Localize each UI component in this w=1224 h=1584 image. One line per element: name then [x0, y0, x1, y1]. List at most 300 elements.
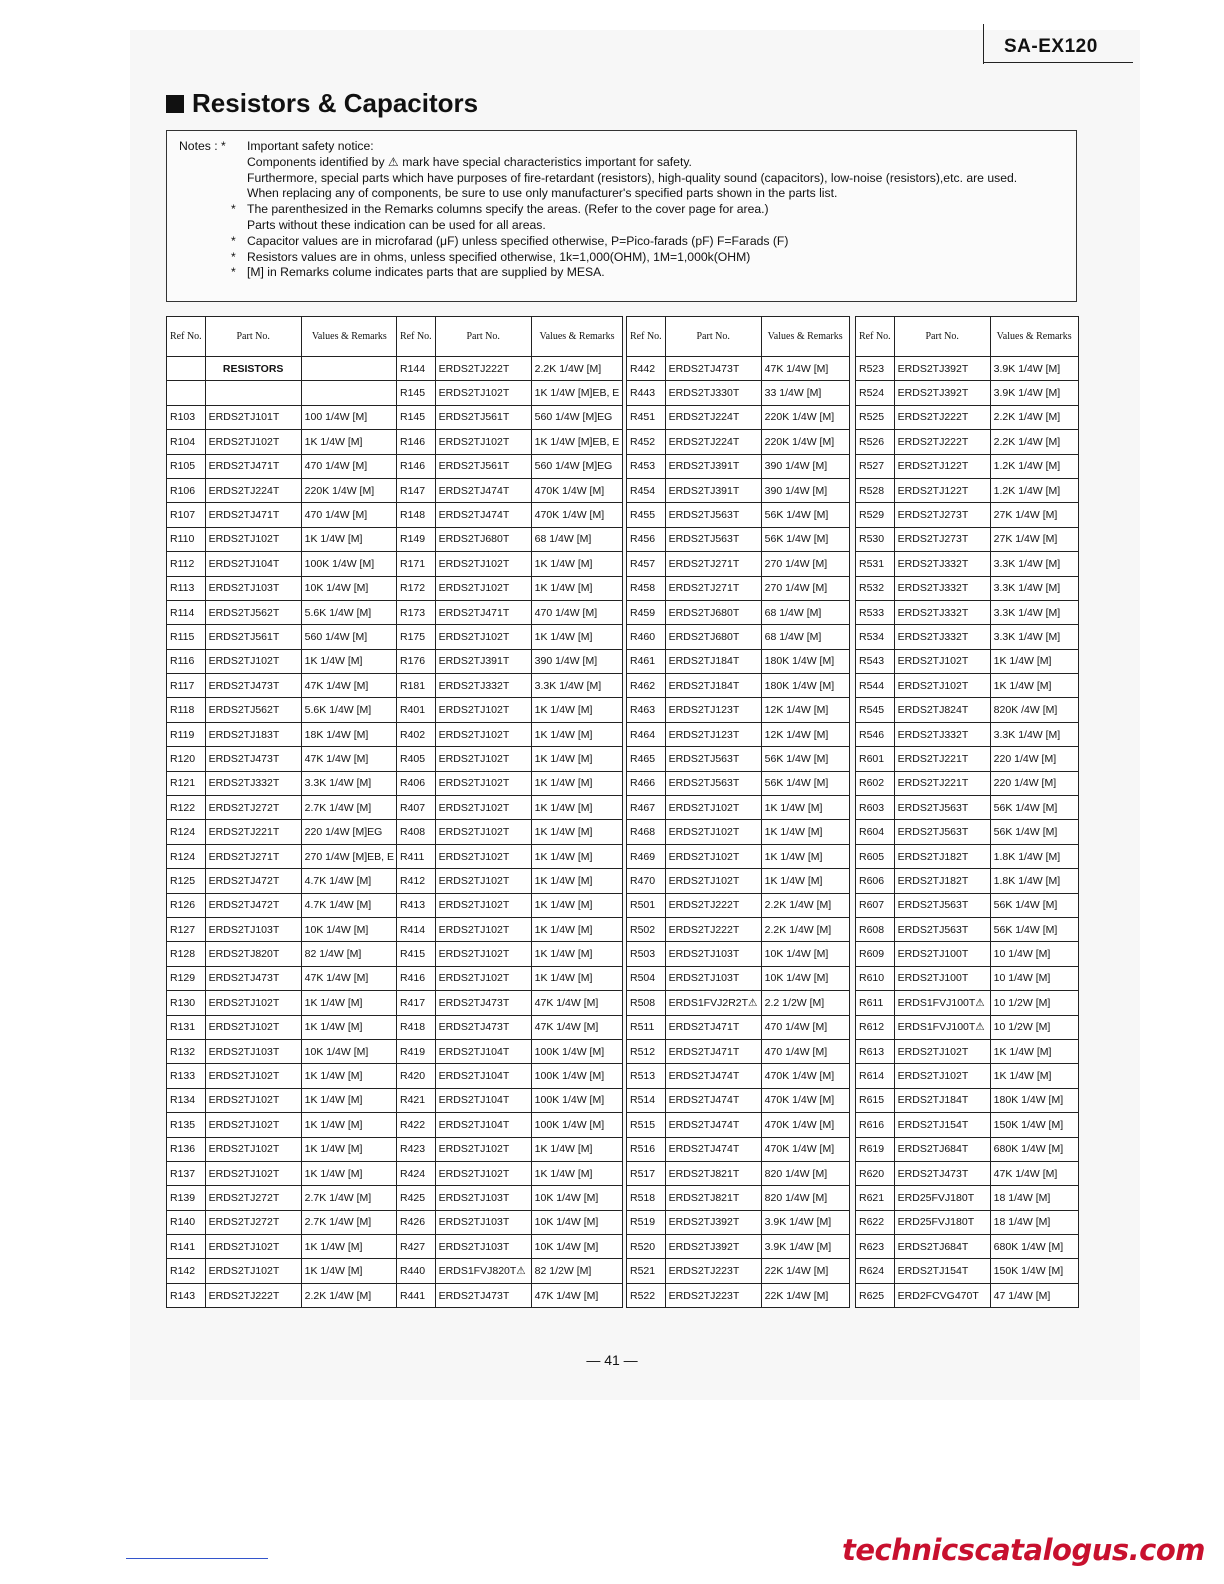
part-no-cell: ERDS2TJ471T: [205, 503, 301, 527]
ref-no-cell: R514: [627, 1088, 666, 1112]
part-no-cell: ERDS2TJ473T: [894, 1161, 990, 1185]
part-no-cell: ERDS2TJ103T: [205, 1039, 301, 1063]
part-no-cell: ERDS2TJ392T: [665, 1235, 761, 1259]
value-cell: 680K 1/4W [M]: [990, 1137, 1078, 1161]
ref-no-cell: R454: [627, 478, 666, 502]
part-no-cell: ERDS2TJ473T: [205, 966, 301, 990]
value-cell: 18 1/4W [M]: [990, 1210, 1078, 1234]
ref-no-cell: R147: [397, 478, 436, 502]
ref-no-cell: R457: [627, 552, 666, 576]
value-cell: 470K 1/4W [M]: [761, 1137, 849, 1161]
table-row: [397, 527, 623, 551]
value-cell: 1.8K 1/4W [M]: [990, 844, 1078, 868]
part-no-cell: ERDS2TJ680T: [435, 527, 531, 551]
header-ref: Ref No.: [627, 317, 666, 357]
note-asterisk: *: [231, 249, 236, 264]
note-text: Capacitor values are in microfarad (μF) unless specified otherwise, P=Pico-farads (pF) F=Farads (F): [247, 233, 789, 248]
part-no-cell: ERDS2TJ273T: [894, 527, 990, 551]
value-cell: 1K 1/4W [M]EB, E: [531, 430, 623, 454]
ref-no-cell: R440: [397, 1259, 436, 1283]
table-row: [627, 600, 850, 624]
part-no-cell: ERDS2TJ102T: [435, 576, 531, 600]
ref-no-cell: [167, 357, 206, 381]
part-no-cell: ERDS2TJ272T: [205, 1210, 301, 1234]
table-row: [627, 771, 850, 795]
part-no-cell: ERDS2TJ102T: [205, 1161, 301, 1185]
value-cell: 1K 1/4W [M]: [531, 722, 623, 746]
value-cell: 1K 1/4W [M]: [531, 796, 623, 820]
table-row: [856, 1015, 1079, 1039]
value-cell: 150K 1/4W [M]: [990, 1259, 1078, 1283]
ref-no-cell: R602: [856, 771, 895, 795]
value-cell: 1K 1/4W [M]: [761, 796, 849, 820]
table-row: [627, 405, 850, 429]
part-no-cell: ERDS2TJ471T: [665, 1039, 761, 1063]
ref-no-cell: R529: [856, 503, 895, 527]
value-cell: 1K 1/4W [M]: [990, 1064, 1078, 1088]
ref-no-cell: R517: [627, 1161, 666, 1185]
value-cell: 2.2K 1/4W [M]: [761, 917, 849, 941]
part-no-cell: ERDS2TJ473T: [205, 674, 301, 698]
part-no-cell: ERDS2TJ184T: [665, 649, 761, 673]
ref-no-cell: R112: [167, 552, 206, 576]
part-no-cell: ERDS2TJ103T: [665, 966, 761, 990]
table-row: [856, 503, 1079, 527]
table-row: [167, 649, 398, 673]
part-no-cell: ERDS2TJ102T: [435, 917, 531, 941]
part-no-cell: ERDS2TJ221T: [205, 820, 301, 844]
part-no-cell: ERDS2TJ471T: [435, 600, 531, 624]
part-no-cell: [205, 381, 301, 405]
value-cell: 220K 1/4W [M]: [761, 405, 849, 429]
part-no-cell: ERDS1FVJ820T⚠: [435, 1259, 531, 1283]
table-row: [397, 991, 623, 1015]
table-row: [856, 844, 1079, 868]
part-no-cell: ERDS2TJ102T: [205, 1015, 301, 1039]
value-cell: 560 1/4W [M]EG: [531, 405, 623, 429]
part-no-cell: ERDS2TJ102T: [435, 552, 531, 576]
table-row: [167, 430, 398, 454]
part-no-cell: ERDS2TJ102T: [435, 844, 531, 868]
ref-no-cell: R401: [397, 698, 436, 722]
value-cell: 150K 1/4W [M]: [990, 1113, 1078, 1137]
part-no-cell: ERDS2TJ471T: [205, 454, 301, 478]
table-header-row: [397, 317, 623, 357]
ref-no-cell: R415: [397, 942, 436, 966]
table-row: [627, 1235, 850, 1259]
table-row: [167, 698, 398, 722]
value-cell: 2.7K 1/4W [M]: [301, 1210, 397, 1234]
table-row: [397, 600, 623, 624]
ref-no-cell: R139: [167, 1186, 206, 1210]
value-cell: 100K 1/4W [M]: [531, 1064, 623, 1088]
value-cell: 47K 1/4W [M]: [301, 747, 397, 771]
part-no-cell: ERDS2TJ221T: [894, 747, 990, 771]
table-row: [627, 966, 850, 990]
value-cell: 1K 1/4W [M]: [301, 991, 397, 1015]
table-row: [167, 1088, 398, 1112]
ref-no-cell: R121: [167, 771, 206, 795]
section-title: Resistors & Capacitors: [192, 88, 479, 118]
value-cell: 560 1/4W [M]: [301, 625, 397, 649]
value-cell: 1K 1/4W [M]: [531, 552, 623, 576]
table-row: [167, 1210, 398, 1234]
value-cell: 220K 1/4W [M]: [301, 478, 397, 502]
table-row: [627, 357, 850, 381]
ref-no-cell: R455: [627, 503, 666, 527]
table-row: [167, 1113, 398, 1137]
note-text: [M] in Remarks colume indicates parts that are supplied by MESA.: [247, 265, 605, 280]
table-row: [167, 820, 398, 844]
value-cell: 1K 1/4W [M]: [531, 1161, 623, 1185]
ref-no-cell: R603: [856, 796, 895, 820]
table-row: [627, 1137, 850, 1161]
ref-no-cell: R106: [167, 478, 206, 502]
part-no-cell: ERDS2TJ474T: [665, 1113, 761, 1137]
part-no-cell: ERDS2TJ561T: [435, 405, 531, 429]
ref-no-cell: R516: [627, 1137, 666, 1161]
part-no-cell: ERDS2TJ563T: [665, 527, 761, 551]
ref-no-cell: R619: [856, 1137, 895, 1161]
table-row: [397, 1210, 623, 1234]
value-cell: 270 1/4W [M]EB, E: [301, 844, 397, 868]
table-row: [167, 1064, 398, 1088]
table-row: [397, 698, 623, 722]
value-cell: 82 1/4W [M]: [301, 942, 397, 966]
note-text: Components identified by ⚠ mark have special characteristics important for safety.: [247, 154, 692, 169]
parts-table-3: [626, 316, 850, 1308]
value-cell: 1K 1/4W [M]: [301, 1137, 397, 1161]
note-text: Resistors values are in ohms, unless specified otherwise, 1k=1,000(OHM), 1M=1,000k(OHM): [247, 249, 751, 264]
ref-no-cell: R124: [167, 820, 206, 844]
table-row: [397, 722, 623, 746]
table-row: [397, 405, 623, 429]
value-cell: 68 1/4W [M]: [761, 625, 849, 649]
part-no-cell: ERDS1FVJ2R2T⚠: [665, 991, 761, 1015]
part-no-cell: ERDS2TJ103T: [435, 1210, 531, 1234]
table-row: [167, 1186, 398, 1210]
table-row: [397, 796, 623, 820]
value-cell: 470 1/4W [M]: [301, 454, 397, 478]
header-part: Part No.: [665, 317, 761, 357]
part-no-cell: ERDS2TJ102T: [435, 966, 531, 990]
value-cell: 820 1/4W [M]: [761, 1186, 849, 1210]
value-cell: 390 1/4W [M]: [531, 649, 623, 673]
value-cell: 1.2K 1/4W [M]: [990, 454, 1078, 478]
header-values: Values & Remarks: [301, 317, 397, 357]
header-ref: Ref No.: [397, 317, 436, 357]
ref-no-cell: R468: [627, 820, 666, 844]
ref-no-cell: R615: [856, 1088, 895, 1112]
part-no-cell: ERD2FCVG470T: [894, 1283, 990, 1307]
ref-no-cell: R531: [856, 552, 895, 576]
table-row: [397, 430, 623, 454]
ref-no-cell: R504: [627, 966, 666, 990]
ref-no-cell: R133: [167, 1064, 206, 1088]
table-row: [856, 869, 1079, 893]
header-rule-vertical: [983, 24, 984, 64]
part-no-cell: ERDS2TJ473T: [205, 747, 301, 771]
part-no-cell: ERDS2TJ102T: [435, 1137, 531, 1161]
note-text: When replacing any of components, be sure to use only manufacturer's specified parts shown in the parts list.: [247, 186, 838, 201]
table-row: [397, 576, 623, 600]
note-asterisk: *: [231, 202, 236, 217]
header-ref: Ref No.: [856, 317, 895, 357]
table-header-row: [167, 317, 398, 357]
part-no-cell: ERDS2TJ332T: [205, 771, 301, 795]
value-cell: 3.3K 1/4W [M]: [990, 600, 1078, 624]
value-cell: 10 1/2W [M]: [990, 991, 1078, 1015]
value-cell: 10K 1/4W [M]: [301, 576, 397, 600]
part-no-cell: ERDS2TJ102T: [665, 844, 761, 868]
value-cell: 1K 1/4W [M]: [531, 893, 623, 917]
value-cell: 1K 1/4W [M]: [761, 844, 849, 868]
ref-no-cell: R407: [397, 796, 436, 820]
note-line: [247, 218, 1072, 234]
value-cell: 3.9K 1/4W [M]: [990, 381, 1078, 405]
ref-no-cell: R533: [856, 600, 895, 624]
table-row: [167, 1235, 398, 1259]
value-cell: 3.9K 1/4W [M]: [761, 1235, 849, 1259]
ref-no-cell: R466: [627, 771, 666, 795]
ref-no-cell: R532: [856, 576, 895, 600]
value-cell: 470K 1/4W [M]: [531, 503, 623, 527]
table-row: [627, 869, 850, 893]
value-cell: 56K 1/4W [M]: [761, 527, 849, 551]
part-no-cell: ERDS2TJ473T: [435, 1283, 531, 1307]
ref-no-cell: [167, 381, 206, 405]
value-cell: 2.2K 1/4W [M]: [531, 357, 623, 381]
part-no-cell: ERDS2TJ103T: [435, 1235, 531, 1259]
value-cell: 820 1/4W [M]: [761, 1161, 849, 1185]
ref-no-cell: R465: [627, 747, 666, 771]
part-no-cell: ERDS2TJ272T: [205, 796, 301, 820]
ref-no-cell: R469: [627, 844, 666, 868]
part-no-cell: ERDS2TJ222T: [205, 1283, 301, 1307]
table-row: [167, 942, 398, 966]
ref-no-cell: R456: [627, 527, 666, 551]
table-row: [627, 381, 850, 405]
value-cell: 56K 1/4W [M]: [761, 503, 849, 527]
value-cell: 1K 1/4W [M]: [301, 1088, 397, 1112]
value-cell: 27K 1/4W [M]: [990, 527, 1078, 551]
ref-no-cell: R113: [167, 576, 206, 600]
part-no-cell: ERDS2TJ102T: [205, 991, 301, 1015]
table-row: [627, 893, 850, 917]
ref-no-cell: R442: [627, 357, 666, 381]
table-row: [627, 454, 850, 478]
ref-no-cell: R543: [856, 649, 895, 673]
part-no-cell: ERDS1FVJ100T⚠: [894, 1015, 990, 1039]
table-row: [167, 503, 398, 527]
table-row: [627, 649, 850, 673]
header-values: Values & Remarks: [761, 317, 849, 357]
ref-no-cell: R518: [627, 1186, 666, 1210]
value-cell: 100K 1/4W [M]: [531, 1039, 623, 1063]
header-ref: Ref No.: [167, 317, 206, 357]
ref-no-cell: R461: [627, 649, 666, 673]
value-cell: 12K 1/4W [M]: [761, 698, 849, 722]
ref-no-cell: R172: [397, 576, 436, 600]
part-no-cell: ERDS2TJ563T: [894, 796, 990, 820]
value-cell: 10K 1/4W [M]: [531, 1210, 623, 1234]
table-row: [627, 1283, 850, 1307]
ref-no-cell: R411: [397, 844, 436, 868]
ref-no-cell: R414: [397, 917, 436, 941]
table-row: [167, 991, 398, 1015]
value-cell: 1K 1/4W [M]: [301, 1015, 397, 1039]
ref-no-cell: R611: [856, 991, 895, 1015]
table-row: [167, 1137, 398, 1161]
table-row: [856, 576, 1079, 600]
ref-no-cell: R142: [167, 1259, 206, 1283]
part-no-cell: ERDS2TJ102T: [435, 942, 531, 966]
table-row: [627, 942, 850, 966]
ref-no-cell: R103: [167, 405, 206, 429]
part-no-cell: ERDS1FVJ100T⚠: [894, 991, 990, 1015]
table-row: [397, 1259, 623, 1283]
part-no-cell: ERDS2TJ471T: [665, 1015, 761, 1039]
part-no-cell: ERDS2TJ223T: [665, 1283, 761, 1307]
table-row: [856, 771, 1079, 795]
header-part: Part No.: [205, 317, 301, 357]
table-row: [167, 576, 398, 600]
ref-no-cell: R144: [397, 357, 436, 381]
part-no-cell: ERDS2TJ123T: [665, 722, 761, 746]
value-cell: 1K 1/4W [M]: [990, 1039, 1078, 1063]
ref-no-cell: R604: [856, 820, 895, 844]
part-no-cell: ERDS2TJ223T: [665, 1259, 761, 1283]
section-heading: [166, 88, 478, 119]
table-row: [627, 747, 850, 771]
part-no-cell: ERDS2TJ332T: [894, 600, 990, 624]
ref-no-cell: R452: [627, 430, 666, 454]
value-cell: 470 1/4W [M]: [531, 600, 623, 624]
ref-no-cell: R130: [167, 991, 206, 1015]
ref-no-cell: R534: [856, 625, 895, 649]
table-row: [856, 1137, 1079, 1161]
value-cell: 3.9K 1/4W [M]: [990, 357, 1078, 381]
value-cell: 10 1/4W [M]: [990, 942, 1078, 966]
value-cell: 2.2 1/2W [M]: [761, 991, 849, 1015]
ref-no-cell: R119: [167, 722, 206, 746]
part-no-cell: ERDS2TJ102T: [205, 1088, 301, 1112]
watermark-logo: technicscatalogus.com: [842, 1533, 1205, 1567]
value-cell: 68 1/4W [M]: [761, 600, 849, 624]
part-no-cell: ERDS2TJ271T: [665, 576, 761, 600]
value-cell: 1K 1/4W [M]: [531, 1137, 623, 1161]
ref-no-cell: R146: [397, 430, 436, 454]
table-row: [856, 625, 1079, 649]
table-row: [167, 917, 398, 941]
value-cell: 1K 1/4W [M]: [990, 649, 1078, 673]
part-no-cell: ERDS2TJ102T: [435, 893, 531, 917]
table-row: [397, 1088, 623, 1112]
value-cell: 10K 1/4W [M]: [531, 1186, 623, 1210]
ref-no-cell: R426: [397, 1210, 436, 1234]
model-number: SA-EX120: [1004, 36, 1098, 57]
part-no-cell: ERDS2TJ102T: [205, 1137, 301, 1161]
table-row: [627, 1039, 850, 1063]
value-cell: 18K 1/4W [M]: [301, 722, 397, 746]
value-cell: 1K 1/4W [M]: [301, 1064, 397, 1088]
ref-no-cell: R413: [397, 893, 436, 917]
part-no-cell: ERDS2TJ102T: [205, 527, 301, 551]
ref-no-cell: R176: [397, 649, 436, 673]
ref-no-cell: R145: [397, 405, 436, 429]
value-cell: 180K 1/4W [M]: [761, 649, 849, 673]
page-number: — 41 —: [586, 1352, 638, 1368]
ref-no-cell: R616: [856, 1113, 895, 1137]
part-no-cell: ERDS2TJ102T: [435, 625, 531, 649]
table-row: [167, 844, 398, 868]
ref-no-cell: R129: [167, 966, 206, 990]
part-no-cell: ERDS2TJ271T: [205, 844, 301, 868]
value-cell: 10 1/4W [M]: [990, 966, 1078, 990]
part-no-cell: ERDS2TJ391T: [665, 478, 761, 502]
value-cell: 10K 1/4W [M]: [761, 942, 849, 966]
part-no-cell: ERDS2TJ224T: [205, 478, 301, 502]
header-values: Values & Remarks: [531, 317, 623, 357]
part-no-cell: ERDS2TJ103T: [205, 576, 301, 600]
part-no-cell: ERDS2TJ561T: [435, 454, 531, 478]
ref-no-cell: R467: [627, 796, 666, 820]
ref-no-cell: R181: [397, 674, 436, 698]
value-cell: 1K 1/4W [M]: [531, 698, 623, 722]
table-row: [397, 625, 623, 649]
ref-no-cell: R417: [397, 991, 436, 1015]
table-row: [856, 917, 1079, 941]
value-cell: 68 1/4W [M]: [531, 527, 623, 551]
value-cell: 47K 1/4W [M]: [761, 357, 849, 381]
part-no-cell: ERDS2TJ563T: [665, 747, 761, 771]
table-row: [397, 1015, 623, 1039]
value-cell: 1K 1/4W [M]: [761, 820, 849, 844]
part-no-cell: ERDS2TJ563T: [894, 917, 990, 941]
part-no-cell: ERDS2TJ102T: [894, 1064, 990, 1088]
ref-no-cell: R419: [397, 1039, 436, 1063]
note-line: [231, 249, 1072, 266]
value-cell: 2.2K 1/4W [M]: [761, 893, 849, 917]
value-cell: 100K 1/4W [M]: [301, 552, 397, 576]
table-row: [856, 942, 1079, 966]
part-no-cell: ERDS2TJ473T: [435, 1015, 531, 1039]
part-no-cell: ERDS2TJ102T: [205, 1113, 301, 1137]
part-no-cell: ERDS2TJ102T: [894, 649, 990, 673]
part-no-cell: ERDS2TJ563T: [665, 503, 761, 527]
value-cell: 1K 1/4W [M]: [531, 747, 623, 771]
part-no-cell: ERDS2TJ474T: [665, 1137, 761, 1161]
table-row: [856, 893, 1079, 917]
table-row: [627, 917, 850, 941]
part-no-cell: ERDS2TJ224T: [665, 405, 761, 429]
table-row: [167, 1161, 398, 1185]
part-no-cell: ERDS2TJ820T: [205, 942, 301, 966]
value-cell: 47K 1/4W [M]: [531, 991, 623, 1015]
part-no-cell: ERDS2TJ221T: [894, 771, 990, 795]
value-cell: 1K 1/4W [M]: [531, 771, 623, 795]
table-row: [397, 917, 623, 941]
table-row: [167, 869, 398, 893]
part-no-cell: ERDS2TJ102T: [435, 381, 531, 405]
value-cell: 470 1/4W [M]: [761, 1015, 849, 1039]
ref-no-cell: R453: [627, 454, 666, 478]
table-row: [856, 1113, 1079, 1137]
part-no-cell: ERDS2TJ563T: [665, 771, 761, 795]
table-row: [856, 991, 1079, 1015]
table-row: [167, 381, 398, 405]
value-cell: 270 1/4W [M]: [761, 576, 849, 600]
